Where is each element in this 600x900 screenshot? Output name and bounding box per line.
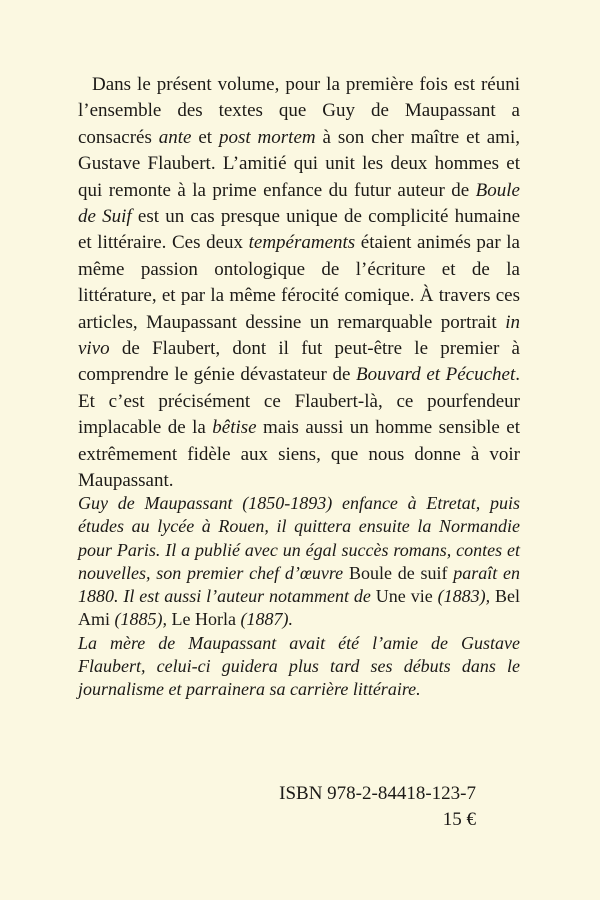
bio-text: (1883), [432, 586, 495, 607]
bio-title-boule-de-suif: Boule de suif [348, 562, 448, 583]
synopsis-paragraph [78, 72, 520, 495]
synopsis-italic-in-vivo: in vivo [78, 311, 520, 360]
synopsis-title-bouvard-et-pecuchet: Bouvard et Pécuchet [356, 364, 516, 386]
synopsis-text: mais aussi un homme sensible et extrêmement fidèle aux siens, que nous donne à voir Maupassant. [78, 417, 520, 492]
synopsis-text: à son cher maître et ami, Gustave Flaubert. L’amitié qui unit les deux hommes et qui remonte à la prime enfance du futur auteur de [78, 126, 520, 201]
isbn-number: ISBN 978-2-84418-123-7 [279, 783, 476, 804]
bio-text: Guy de Maupassant (1850-1893) enfance à Etretat, puis études au lycée à Rouen, il quittera ensuite la Normandie pour Paris. Il a publié avec un égal succès romans, contes et nouvelles, son premier chef d’œuvre [78, 493, 520, 583]
synopsis-text: est un cas presque unique de complicité humaine et littéraire. Ces deux [78, 206, 521, 254]
bio-text: paraît en 1880. Il est aussi l’auteur notamment de [78, 562, 520, 607]
bio-paragraph-1 [78, 492, 520, 632]
synopsis-text: et [191, 126, 219, 148]
synopsis-text: . Et c’est précisément ce Flaubert-là, ce pourfendeur implacable de la [78, 364, 520, 439]
bio-text: (1887). [235, 609, 293, 630]
synopsis-italic-ante: ante [158, 126, 192, 148]
bio-paragraph-2: La mère de Maupassant avait été l’amie de Gustave Flaubert, celui-ci guidera plus tard ses débuts dans le journalisme et parrainera sa carrière littéraire. [78, 632, 520, 700]
synopsis-italic-betise: bêtise [212, 417, 257, 439]
bio-title-bel-ami: Bel Ami [78, 586, 520, 630]
synopsis-text: de Flaubert, dont il fut peut-être le premier à comprendre le génie dévastateur de [78, 338, 520, 386]
synopsis-text: étaient animés par la même passion ontologique de l’écriture et de la littérature, et par la même férocité comique. À travers ces articles, Maupassant dessine un remarquable portrait [78, 232, 520, 333]
price-label: 15 € [442, 809, 476, 830]
synopsis-text: Dans le présent volume, pour la première fois est réuni l’ensemble des textes que Guy de Maupassant a consacrés [78, 74, 520, 148]
synopsis-italic-temperaments: tempéraments [248, 232, 356, 254]
synopsis-title-boule-de-suif: Boule de Suif [78, 179, 520, 228]
bio-title-une-vie: Une vie [375, 586, 433, 607]
synopsis-italic-post-mortem: post mortem [218, 126, 316, 148]
bio-text: (1885), [110, 609, 172, 630]
author-biography [78, 492, 520, 702]
bio-title-le-horla: Le Horla [171, 609, 236, 630]
